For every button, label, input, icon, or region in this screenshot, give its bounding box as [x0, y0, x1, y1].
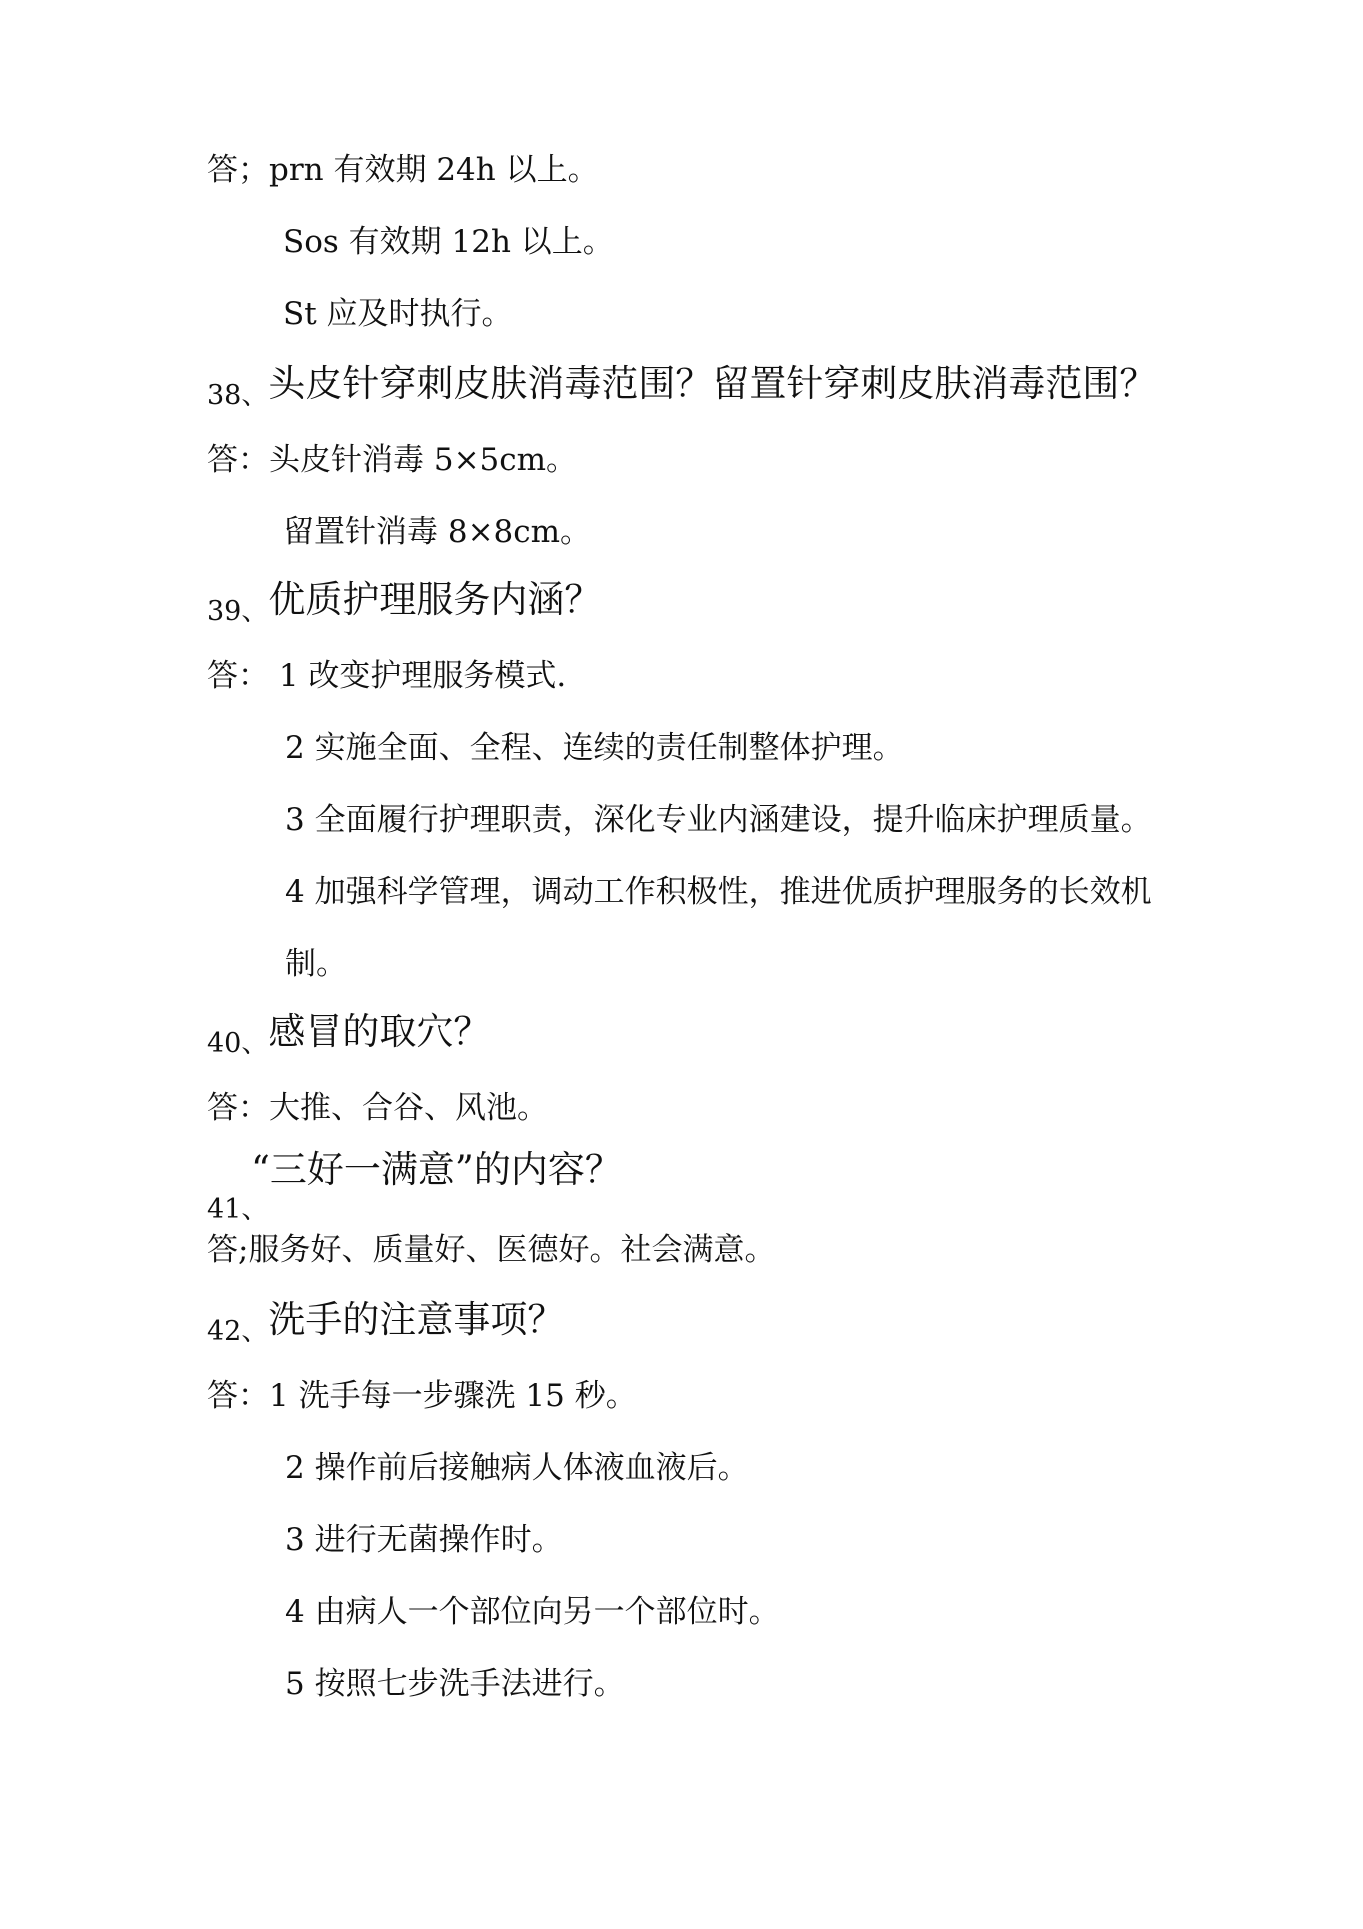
answer-37-line-2: Sos 有效期 12h 以上。	[283, 224, 614, 260]
question-38-text: 头皮针穿刺皮肤消毒范围？留置针穿刺皮肤消毒范围？	[268, 362, 1157, 405]
question-39-number: 39、	[207, 596, 269, 627]
question-41-number: 41、	[207, 1194, 269, 1225]
question-39	[207, 578, 602, 627]
question-41-text: “三好一满意”的内容？	[251, 1148, 622, 1191]
question-42-text: 洗手的注意事项？	[268, 1298, 565, 1341]
answer-40-line-1: 答：大推、合谷、风池。	[207, 1090, 548, 1126]
answer-37-line-3: St 应及时执行。	[283, 296, 513, 332]
question-39-text: 优质护理服务内涵？	[268, 578, 602, 621]
answer-42-line-5: 5 按照七步洗手法进行。	[285, 1666, 625, 1702]
answer-42-line-3: 3 进行无菌操作时。	[285, 1522, 563, 1558]
answer-39-line-4: 4 加强科学管理，调动工作积极性，推进优质护理服务的长效机	[285, 874, 1152, 910]
answer-39-line-2: 2 实施全面、全程、连续的责任制整体护理。	[285, 730, 904, 766]
question-38-number: 38、	[207, 380, 269, 411]
answer-42-line-1: 答：1 洗手每一步骤洗 15 秒。	[207, 1378, 637, 1414]
question-40	[207, 1010, 491, 1059]
question-38	[207, 362, 1157, 411]
answer-39-line-3: 3 全面履行护理职责，深化专业内涵建设，提升临床护理质量。	[285, 802, 1152, 838]
answer-42-line-2: 2 操作前后接触病人体液血液后。	[285, 1450, 749, 1486]
answer-38-line-2: 留置针消毒 8×8cm。	[283, 514, 592, 550]
answer-39-line-5: 制。	[285, 946, 347, 982]
answer-41-line-1: 答;服务好、质量好、医德好。社会满意。	[207, 1232, 776, 1268]
question-42-number: 42、	[207, 1316, 269, 1347]
question-40-number: 40、	[207, 1028, 269, 1059]
question-42	[207, 1298, 565, 1347]
answer-42-line-4: 4 由病人一个部位向另一个部位时。	[285, 1594, 780, 1630]
answer-38-line-1: 答：头皮针消毒 5×5cm。	[207, 442, 578, 478]
answer-39-line-1: 答： 1 改变护理服务模式.	[207, 658, 567, 694]
answer-37-line-1: 答；prn 有效期 24h 以上。	[207, 152, 599, 188]
question-40-text: 感冒的取穴？	[268, 1010, 491, 1053]
